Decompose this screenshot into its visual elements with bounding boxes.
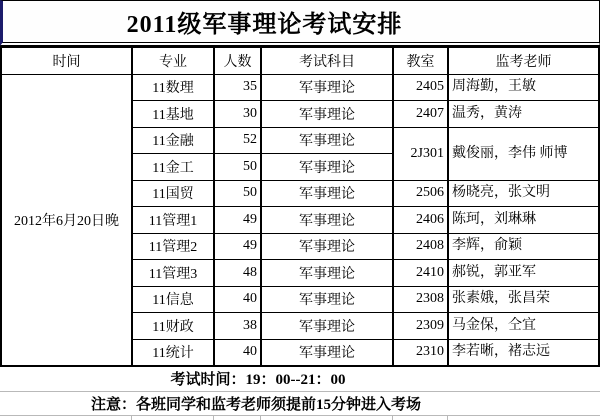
- room-cell: 2310: [393, 339, 448, 366]
- count-cell: 40: [214, 286, 261, 313]
- major-cell: 11管理2: [132, 233, 214, 260]
- teachers-cell: 李辉，俞颖: [448, 233, 599, 260]
- subject-cell: 军事理论: [261, 233, 393, 260]
- count-cell: 49: [214, 233, 261, 260]
- count-cell: 35: [214, 74, 261, 101]
- col-header-time: 时间: [1, 47, 132, 74]
- gridline-stub-row: [0, 415, 600, 420]
- page-title: 2011级军事理论考试安排: [126, 12, 403, 38]
- col-header-count: 人数: [214, 47, 261, 74]
- teachers-cell: 张素娥，张昌荣: [448, 286, 599, 313]
- col-header-proctors: 监考老师: [448, 47, 599, 74]
- count-cell: 30: [214, 101, 261, 128]
- major-cell: 11金融: [132, 127, 214, 154]
- table-row: [1, 74, 599, 101]
- count-cell: 52: [214, 127, 261, 154]
- major-cell: 11国贸: [132, 180, 214, 207]
- teachers-cell: 李若晰，褚志远: [448, 339, 599, 366]
- room-cell: 2408: [393, 233, 448, 260]
- teachers-cell-merged: 戴俊丽，李伟 师博: [448, 127, 599, 180]
- subject-cell: 军事理论: [261, 207, 393, 234]
- count-cell: 48: [214, 260, 261, 287]
- room-cell: 2405: [393, 74, 448, 101]
- subject-cell: 军事理论: [261, 339, 393, 366]
- teachers-cell: 陈珂，刘琳琳: [448, 207, 599, 234]
- subject-cell: 军事理论: [261, 101, 393, 128]
- major-cell: 11财政: [132, 313, 214, 340]
- notice-text: 注意：各班同学和监考老师须提前15分钟进入考场: [90, 396, 421, 413]
- col-header-subject: 考试科目: [261, 47, 393, 74]
- exam-time-row: [0, 367, 600, 392]
- teachers-cell: 马金保，仝宜: [448, 313, 599, 340]
- gridline: [213, 415, 214, 420]
- subject-cell: 军事理论: [261, 260, 393, 287]
- col-header-room: 教室: [393, 47, 448, 74]
- gridline: [392, 415, 393, 420]
- count-cell: 38: [214, 313, 261, 340]
- count-cell: 40: [214, 339, 261, 366]
- time-cell: 2012年6月20日晚: [1, 74, 132, 366]
- room-cell: 2407: [393, 101, 448, 128]
- exam-schedule-table: [0, 46, 600, 367]
- teachers-cell: 杨晓亮，张文明: [448, 180, 599, 207]
- room-cell: 2410: [393, 260, 448, 287]
- room-cell-merged: 2J301: [393, 127, 448, 180]
- major-cell: 11金工: [132, 154, 214, 181]
- title-block: [0, 0, 600, 46]
- gridline: [260, 415, 261, 420]
- count-cell: 50: [214, 154, 261, 181]
- major-cell: 11统计: [132, 339, 214, 366]
- gridline: [131, 415, 132, 420]
- major-cell: 11管理3: [132, 260, 214, 287]
- subject-cell: 军事理论: [261, 154, 393, 181]
- room-cell: 2506: [393, 180, 448, 207]
- teachers-cell: 郝锐，郭亚军: [448, 260, 599, 287]
- notice-row: [0, 392, 600, 416]
- subject-cell: 军事理论: [261, 74, 393, 101]
- room-cell: 2308: [393, 286, 448, 313]
- room-cell: 2406: [393, 207, 448, 234]
- teachers-cell: 温秀，黄涛: [448, 101, 599, 128]
- exam-time-text: 考试时间：19：00--21：00: [170, 372, 346, 388]
- count-cell: 49: [214, 207, 261, 234]
- count-cell: 50: [214, 180, 261, 207]
- header-row: [1, 47, 599, 74]
- room-cell: 2309: [393, 313, 448, 340]
- major-cell: 11数理: [132, 74, 214, 101]
- major-cell: 11管理1: [132, 207, 214, 234]
- subject-cell: 军事理论: [261, 286, 393, 313]
- subject-cell: 军事理论: [261, 313, 393, 340]
- subject-cell: 军事理论: [261, 180, 393, 207]
- gridline: [447, 415, 448, 420]
- col-header-major: 专业: [132, 47, 214, 74]
- major-cell: 11基地: [132, 101, 214, 128]
- subject-cell: 军事理论: [261, 127, 393, 154]
- teachers-cell: 周海勤，王敏: [448, 74, 599, 101]
- major-cell: 11信息: [132, 286, 214, 313]
